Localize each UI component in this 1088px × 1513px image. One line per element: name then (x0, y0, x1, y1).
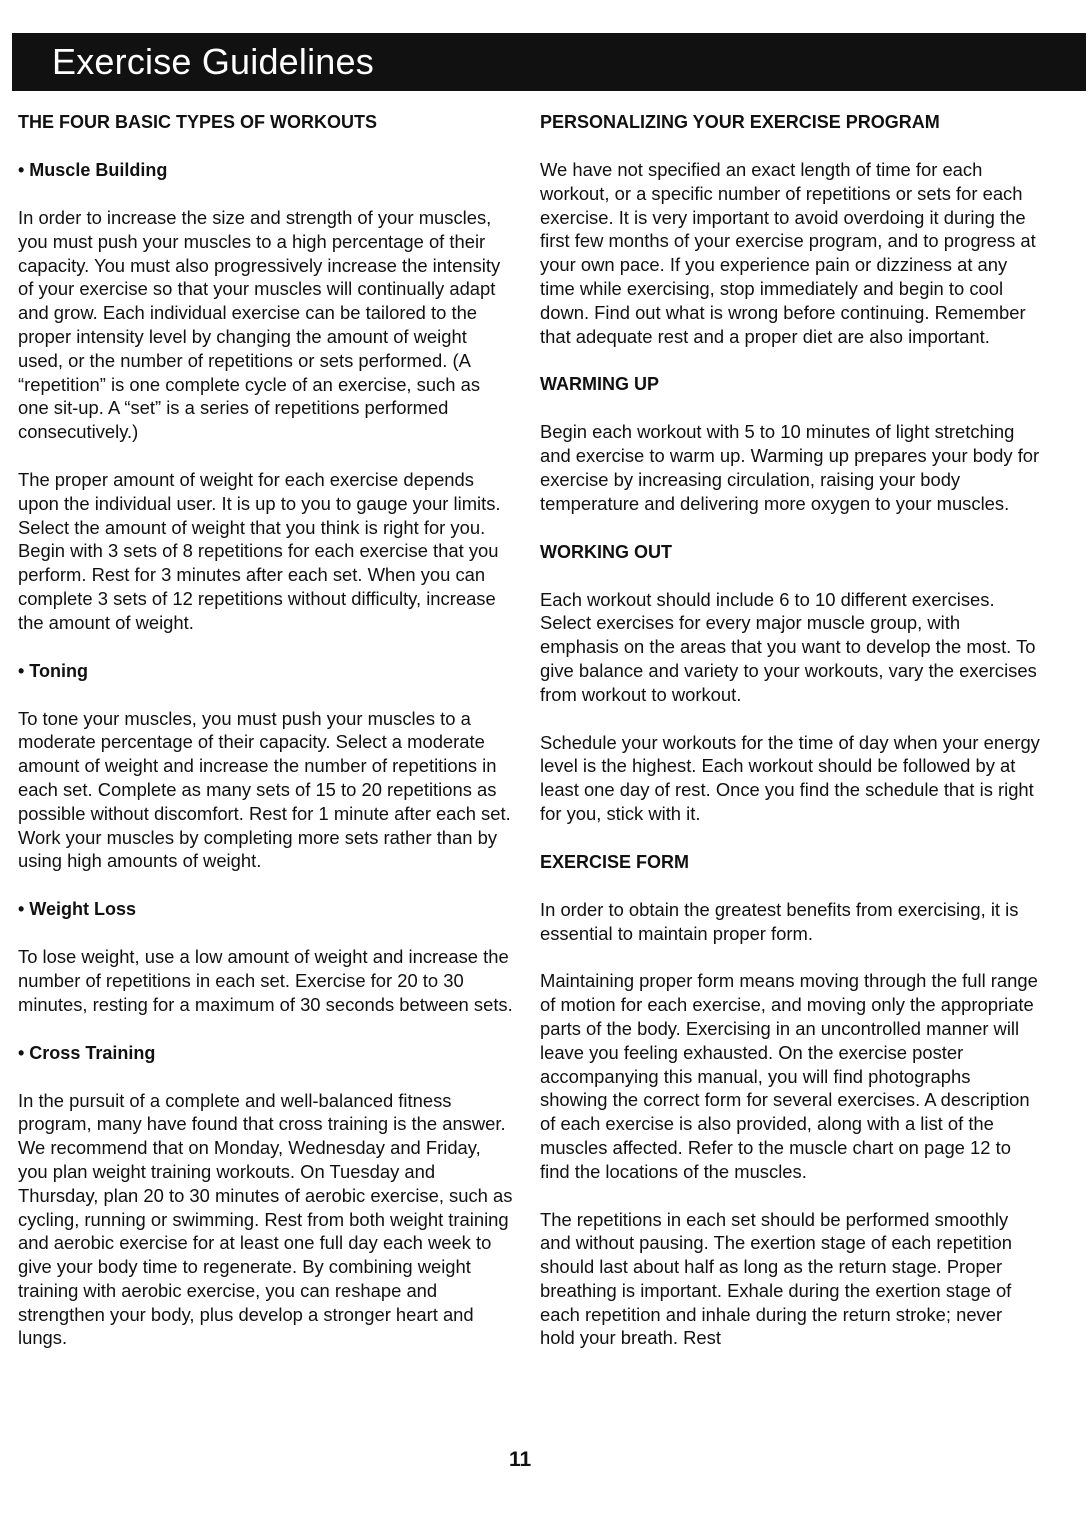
paragraph: The proper amount of weight for each exercise depends upon the individual user. It is up to you to gauge your limits. Select the amount of weight that you think is right for you. Begin with 3 sets of 8 repetitions for each exercise that you perform. Rest for 3 minutes after each set. When you can complete 3 sets of 12 repetitions without difficulty, increase the amount of weight. (18, 468, 501, 633)
paragraph: Maintaining proper form means moving through the full range of motion for each exercise, and moving only the appropriate parts of the body. Exercising in an uncontrolled manner will leave you feeling exhausted. On the exercise poster accompanying this manual, you will find photographs showing the correct form for several exercises. A description of each exercise is also provided, along with a list of the muscles affected. Refer to the muscle chart on page 12 to find the locations of the muscles. (540, 970, 1038, 1182)
section-heading: WARMING UP (540, 374, 659, 395)
paragraph: The repetitions in each set should be performed smoothly and without pausing. The exertion stage of each repetition should last about half as long as the return stage. Proper breathing is important. Exhale during the exertion stage of each repetition and inhale during the return stroke; never hold your breath. Rest (540, 1208, 1013, 1349)
paragraph: To lose weight, use a low amount of weight and increase the number of repetitions in each set. Exercise for 20 to 30 minutes, resting for a maximum of 30 seconds between sets. (18, 946, 513, 1015)
subsection-title: • Toning (18, 660, 88, 681)
paragraph: Begin each workout with 5 to 10 minutes of light stretching and exercise to warm up. Warming up prepares your body for exercise by increasing circulation, raising your body temperature and delivering more oxygen to your muscles. (540, 421, 1040, 514)
paragraph: To tone your muscles, you must push your muscles to a moderate percentage of their capacity. Select a moderate amount of weight and increase the number of repetitions in each set. Complete as many sets of 15 to 20 repetitions as possible without discomfort. Rest for 1 minute after each set. Work your muscles by completing more sets rather than by using high amounts of weight. (18, 707, 511, 872)
paragraph: In order to increase the size and strength of your muscles, you must push your muscles to a high percentage of their capacity. You must also progressively increase the intensity of your exercise so that your muscles will continually adapt and grow. Each individual exercise can be tailored to the proper intensity level by changing the amount of weight used, or the number of repetitions or sets performed. (A “repetition” is one complete cycle of an exercise, such as one sit-up. A “set” is a series of repetitions performed consecutively.) (18, 207, 501, 443)
paragraph: In the pursuit of a complete and well-balanced fitness program, many have found that cross training is the answer. We recommend that on Monday, Wednesday and Friday, you plan weight training workouts. On Tuesday and Thursday, plan 20 to 30 minutes of aerobic exercise, such as cycling, running or swimming. Rest from both weight training and aerobic exercise for at least one full day each week to give your body time to regenerate. By combining weight training with aerobic exercise, you can reshape and strengthen your body, plus develop a stronger heart and lungs. (18, 1089, 513, 1349)
section-heading: THE FOUR BASIC TYPES OF WORKOUTS (18, 112, 378, 132)
title-banner (12, 33, 1086, 91)
page-number: 11 (509, 1448, 532, 1471)
subsection-title: • Muscle Building (18, 160, 168, 180)
paragraph: Schedule your workouts for the time of day when your energy level is the highest. Each workout should be followed by at least one day of rest. Once you find the schedule that is right for you, stick with it. (540, 731, 1040, 824)
right-column (540, 110, 1040, 1374)
section-heading: EXERCISE FORM (540, 851, 690, 872)
page-title: Exercise Guidelines (52, 41, 374, 82)
section-heading: PERSONALIZING YOUR EXERCISE PROGRAM (540, 112, 940, 132)
subsection-title: • Cross Training (18, 1042, 156, 1063)
left-column (18, 110, 514, 1374)
section-heading: WORKING OUT (540, 541, 672, 562)
subsection-title: • Weight Loss (18, 899, 136, 920)
paragraph: We have not specified an exact length of time for each workout, or a specific number of repetitions or sets for each exercise. It is very important to avoid overdoing it during the first few months of your exercise program, and to progress at your own pace. If you experience pain or dizziness at any time while exercising, stop immediately and begin to cool down. Find out what is wrong before continuing. Remember that adequate rest and a proper diet are also important. (540, 159, 1036, 347)
paragraph: Each workout should include 6 to 10 different exercises. Select exercises for every major muscle group, with emphasis on the areas that you want to develop the most. To give balance and variety to your workouts, vary the exercises from workout to workout. (540, 588, 1037, 705)
paragraph: In order to obtain the greatest benefits from exercising, it is essential to maintain proper form. (540, 898, 1019, 944)
